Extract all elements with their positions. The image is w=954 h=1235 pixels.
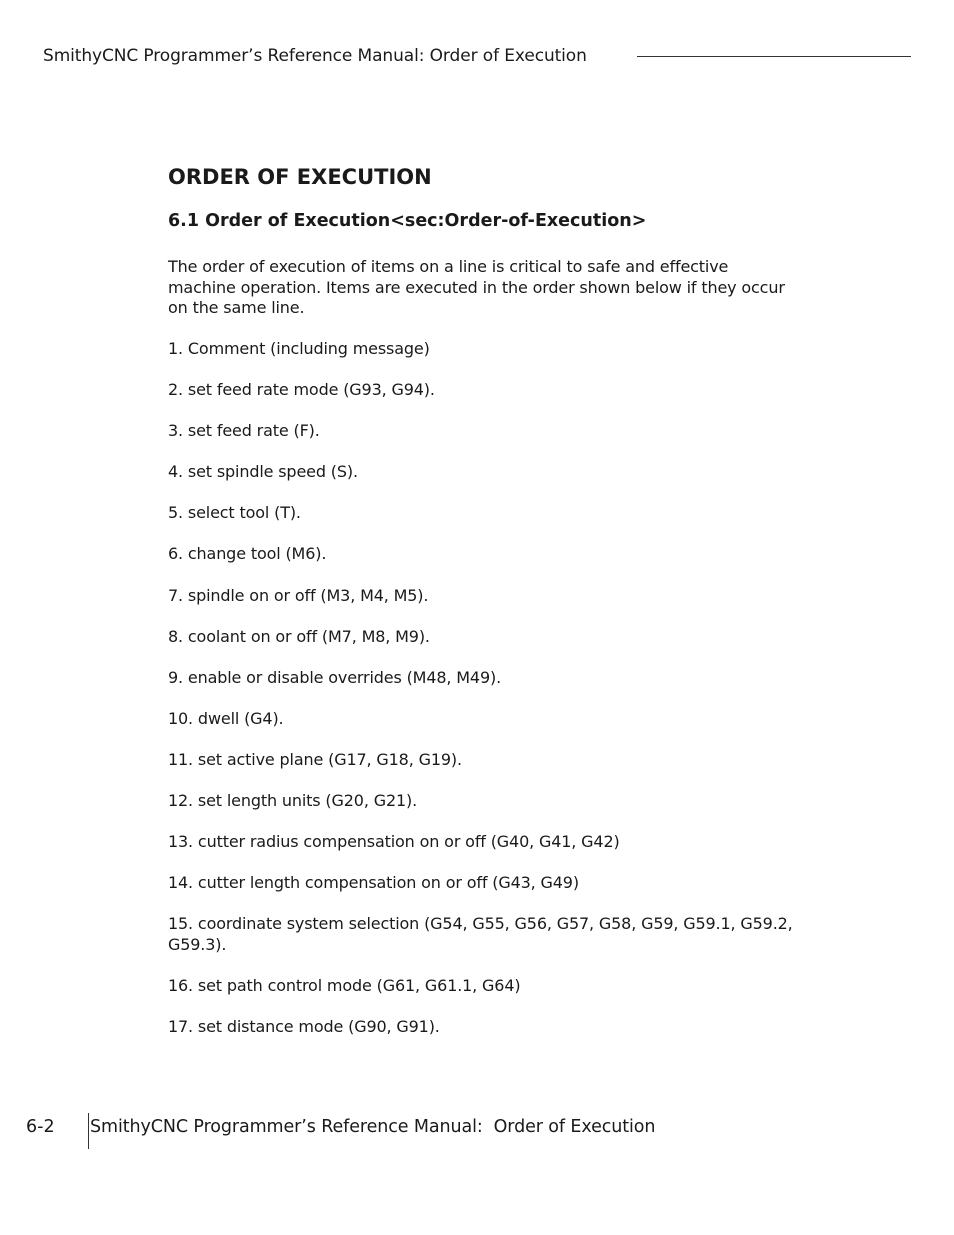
list-item: 8. coolant on or off (M7, M8, M9). [168, 626, 430, 646]
section-title: 6.1 Order of Execution<sec:Order-of-Execution> [168, 211, 647, 231]
execution-order-list [168, 339, 798, 1058]
list-item: 6. change tool (M6). [168, 544, 327, 564]
list-item: 14. cutter length compensation on or off (G43, G49) [168, 873, 579, 893]
list-item: 11. set active plane (G17, G18, G19). [168, 749, 462, 769]
list-item: 1. Comment (including message) [168, 339, 430, 358]
chapter-title: ORDER OF EXECUTION [168, 165, 432, 189]
intro-paragraph: The order of execution of items on a line is critical to safe and effective machine operation. Items are executed in the order shown below if they occur on the same line. [168, 257, 785, 317]
list-item: 10. dwell (G4). [168, 708, 284, 728]
list-item: 2. set feed rate mode (G93, G94). [168, 380, 435, 400]
list-item: 7. spindle on or off (M3, M4, M5). [168, 585, 429, 605]
footer-title: SmithyCNC Programmer’s Reference Manual: Order of Execution [90, 1117, 656, 1137]
header-rule [637, 56, 911, 57]
list-item: 12. set length units (G20, G21). [168, 791, 418, 811]
list-item: 15. coordinate system selection (G54, G55, G56, G57, G58, G59, G59.1, G59.2, G59.3). [168, 914, 793, 954]
footer-page-number: 6-2 [26, 1117, 55, 1137]
list-item: 9. enable or disable overrides (M48, M49). [168, 667, 502, 687]
list-item: 16. set path control mode (G61, G61.1, G64) [168, 975, 521, 995]
running-header-title: SmithyCNC Programmer’s Reference Manual: Order of Execution [43, 46, 587, 66]
list-item: 17. set distance mode (G90, G91). [168, 1017, 440, 1036]
list-item: 4. set spindle speed (S). [168, 462, 358, 482]
footer-rule [88, 1113, 89, 1149]
list-item: 3. set feed rate (F). [168, 421, 320, 441]
list-item: 13. cutter radius compensation on or off (G40, G41, G42) [168, 832, 620, 852]
list-item: 5. select tool (T). [168, 503, 301, 523]
